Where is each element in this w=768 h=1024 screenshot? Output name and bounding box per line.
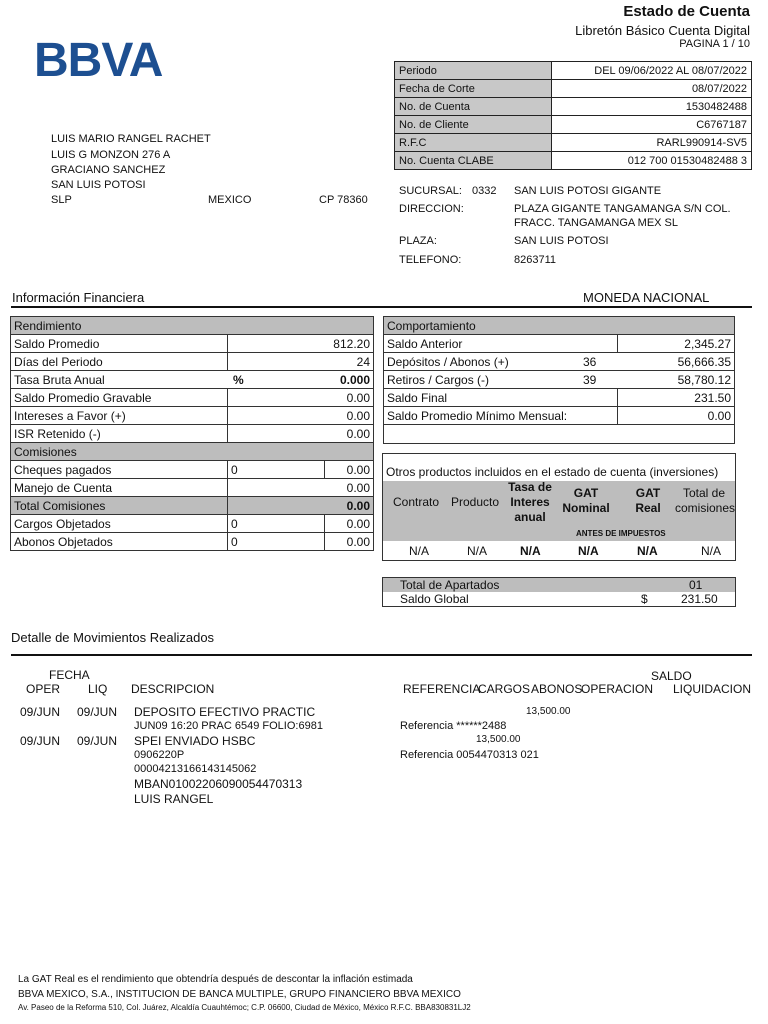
footer-address: Av. Paseo de la Reforma 510, Col. Juárez, Alcaldía Cuauhtémoc; C.P. 06600, Ciudad de México, México R.F.C. BBA830831LJ2 — [18, 1003, 471, 1012]
cheques-count: 0 — [228, 461, 325, 479]
manejo-value: 0.00 — [228, 479, 374, 497]
cargos-objetados-value: 0.00 — [325, 515, 374, 533]
col-referencia: REFERENCIA — [403, 682, 481, 696]
saldo-gravable-value: 0.00 — [228, 389, 374, 407]
footer-bank-name: BBVA MEXICO, S.A., INSTITUCION DE BANCA MULTIPLE, GRUPO FINANCIERO BBVA MEXICO — [18, 989, 461, 1000]
empty-row — [384, 425, 735, 444]
account-info-row — [395, 116, 752, 134]
footer-gat-note: La GAT Real es el rendimiento que obtendría después de descontar la inflación estimada — [18, 974, 413, 985]
movements-divider — [11, 654, 752, 656]
saldo-global-label: Saldo Global — [400, 592, 469, 606]
movement-desc-line: JUN09 16:20 PRAC 6549 FOLIO:6981 — [134, 720, 323, 732]
abonos-objetados-label: Abonos Objetados — [11, 533, 228, 551]
doc-title: Estado de Cuenta — [623, 3, 750, 20]
cheques-value: 0.00 — [325, 461, 374, 479]
otros-value-tasa: N/A — [520, 544, 541, 558]
info-label: No. de Cliente — [395, 116, 552, 134]
col-fecha: FECHA — [49, 668, 90, 682]
direccion-line-2: FRACC. TANGAMANGA MEX SL — [514, 217, 679, 229]
saldo-anterior-value: 2,345.27 — [618, 335, 735, 353]
info-label: R.F.C — [395, 134, 552, 152]
customer-address-2: GRACIANO SANCHEZ — [51, 164, 166, 176]
total-apartados-value: 01 — [689, 578, 703, 592]
movement-desc-line: LUIS RANGEL — [134, 792, 214, 806]
info-value: 08/07/2022 — [552, 80, 752, 98]
otros-productos-box — [382, 453, 736, 561]
col-abonos: ABONOS — [531, 682, 583, 696]
currency-label: MONEDA NACIONAL — [583, 290, 710, 305]
customer-cp: CP 78360 — [319, 194, 368, 206]
customer-city: SAN LUIS POTOSI — [51, 179, 146, 191]
comportamiento-header: Comportamiento — [384, 317, 735, 335]
retiros-count: 39 — [580, 371, 618, 389]
apartados-box — [382, 577, 736, 607]
movement-abono: 13,500.00 — [526, 706, 571, 717]
plaza-value: SAN LUIS POTOSI — [514, 235, 609, 247]
info-value: C6767187 — [552, 116, 752, 134]
saldo-final-value: 231.50 — [618, 389, 735, 407]
telefono-label: TELEFONO: — [399, 254, 462, 266]
total-comisiones-value: 0.00 — [228, 497, 374, 515]
sucursal-label: SUCURSAL: — [399, 185, 462, 197]
movement-liq-date: 09/JUN — [77, 705, 118, 719]
info-value: 012 700 01530482488 3 — [552, 152, 752, 170]
abonos-objetados-count: 0 — [228, 533, 325, 551]
sucursal-name: SAN LUIS POTOSI GIGANTE — [514, 185, 662, 197]
col-liq: LIQ — [88, 682, 108, 696]
col-liquidacion: LIQUIDACION — [673, 682, 752, 696]
depositos-count: 36 — [580, 353, 618, 371]
customer-state: SLP — [51, 194, 72, 206]
intereses-value: 0.00 — [228, 407, 374, 425]
otros-col-gat-real: GAT Real — [635, 486, 661, 515]
dias-periodo-value: 24 — [228, 353, 374, 371]
col-operacion: OPERACION — [581, 682, 654, 696]
movement-reference: Referencia ******2488 — [400, 720, 507, 732]
otros-value-gat-nominal: N/A — [578, 544, 599, 558]
movement-desc-line: 0906220P — [134, 749, 185, 761]
dias-periodo-label: Días del Periodo — [11, 353, 228, 371]
rendimiento-table — [10, 316, 374, 551]
customer-address-1: LUIS G MONZON 276 A — [51, 149, 171, 161]
info-value: RARL990914-SV5 — [552, 134, 752, 152]
retiros-label: Retiros / Cargos (-) — [384, 371, 581, 389]
plaza-label: PLAZA: — [399, 235, 437, 247]
movements-section-title: Detalle de Movimientos Realizados — [11, 630, 215, 645]
movement-liq-date: 09/JUN — [77, 734, 118, 748]
comisiones-header: Comisiones — [11, 443, 374, 461]
movement-desc-line: 00004213166143145062 — [134, 763, 257, 775]
account-info-row — [395, 98, 752, 116]
cargos-objetados-count: 0 — [228, 515, 325, 533]
intereses-label: Intereses a Favor (+) — [11, 407, 228, 425]
direccion-label: DIRECCION: — [399, 203, 464, 215]
info-value: 1530482488 — [552, 98, 752, 116]
retiros-value: 58,780.12 — [618, 371, 735, 389]
otros-value-total-comisiones: N/A — [701, 544, 722, 558]
bbva-logo — [34, 34, 174, 87]
info-label: No. de Cuenta — [395, 98, 552, 116]
otros-value-producto: N/A — [467, 544, 488, 558]
rendimiento-header: Rendimiento — [11, 317, 374, 335]
otros-col-gat-nominal: GAT Nominal — [562, 486, 610, 515]
movement-cargo: 13,500.00 — [476, 734, 521, 745]
cargos-objetados-label: Cargos Objetados — [11, 515, 228, 533]
movement-desc-line: SPEI ENVIADO HSBC — [134, 734, 256, 748]
tasa-value: 0.000 — [228, 371, 374, 389]
col-oper: OPER — [26, 682, 61, 696]
comportamiento-table — [383, 316, 735, 444]
otros-productos-title: Otros productos incluidos en el estado de cuenta (inversiones) — [386, 465, 719, 479]
info-label: Periodo — [395, 62, 552, 80]
sucursal-code: 0332 — [472, 185, 497, 197]
col-saldo: SALDO — [651, 669, 692, 683]
depositos-value: 56,666.35 — [618, 353, 735, 371]
total-comisiones-label: Total Comisiones — [11, 497, 228, 515]
antes-impuestos-label: ANTES DE IMPUESTOS — [576, 529, 666, 538]
movement-oper-date: 09/JUN — [20, 705, 61, 719]
otros-col-producto: Producto — [451, 495, 500, 509]
movement-oper-date: 09/JUN — [20, 734, 61, 748]
otros-col-total-comisiones: Total de comisiones — [675, 486, 736, 515]
account-info-row — [395, 152, 752, 170]
depositos-label: Depósitos / Abonos (+) — [384, 353, 581, 371]
info-value: DEL 09/06/2022 AL 08/07/2022 — [552, 62, 752, 80]
saldo-promedio-value: 812.20 — [228, 335, 374, 353]
financial-section-title: Información Financiera — [12, 290, 145, 305]
movement-desc-line: DEPOSITO EFECTIVO PRACTIC — [134, 705, 316, 719]
tasa-label: Tasa Bruta Anual % — [11, 371, 228, 389]
saldo-final-label: Saldo Final — [384, 389, 618, 407]
otros-value-contrato: N/A — [409, 544, 430, 558]
total-apartados-label: Total de Apartados — [400, 578, 500, 592]
section-divider — [11, 306, 752, 308]
svg-text:BBVA: BBVA — [34, 34, 163, 82]
saldo-global-value: 231.50 — [681, 592, 718, 606]
manejo-label: Manejo de Cuenta — [11, 479, 228, 497]
saldo-anterior-label: Saldo Anterior — [384, 335, 618, 353]
info-label: No. Cuenta CLABE — [395, 152, 552, 170]
account-info-row — [395, 62, 752, 80]
doc-subtitle: Libretón Básico Cuenta Digital — [575, 23, 750, 38]
isr-label: ISR Retenido (-) — [11, 425, 228, 443]
tasa-pct: % — [233, 372, 244, 387]
movement-desc-line: MBAN01002206090054470313 — [134, 777, 303, 791]
account-info-row — [395, 80, 752, 98]
telefono-value: 8263711 — [514, 254, 557, 266]
saldo-promedio-label: Saldo Promedio — [11, 335, 228, 353]
customer-name: LUIS MARIO RANGEL RACHET — [51, 133, 211, 145]
otros-col-tasa: Tasa de Interes anual — [508, 480, 552, 524]
customer-country: MEXICO — [208, 194, 252, 206]
account-info-row — [395, 134, 752, 152]
saldo-gravable-label: Saldo Promedio Gravable — [11, 389, 228, 407]
saldo-global-currency: $ — [641, 592, 648, 606]
saldo-minimo-label: Saldo Promedio Mínimo Mensual: — [384, 407, 618, 425]
col-cargos: CARGOS — [478, 682, 531, 696]
otros-col-contrato: Contrato — [393, 495, 440, 509]
col-descripcion: DESCRIPCION — [131, 682, 215, 696]
account-info-table — [394, 61, 752, 170]
direccion-line-1: PLAZA GIGANTE TANGAMANGA S/N COL. — [514, 203, 731, 215]
saldo-minimo-value: 0.00 — [618, 407, 735, 425]
abonos-objetados-value: 0.00 — [325, 533, 374, 551]
page-number: PAGINA 1 / 10 — [679, 38, 750, 50]
isr-value: 0.00 — [228, 425, 374, 443]
otros-value-gat-real: N/A — [637, 544, 658, 558]
cheques-label: Cheques pagados — [11, 461, 228, 479]
info-label: Fecha de Corte — [395, 80, 552, 98]
movement-reference: Referencia 0054470313 021 — [400, 749, 539, 761]
